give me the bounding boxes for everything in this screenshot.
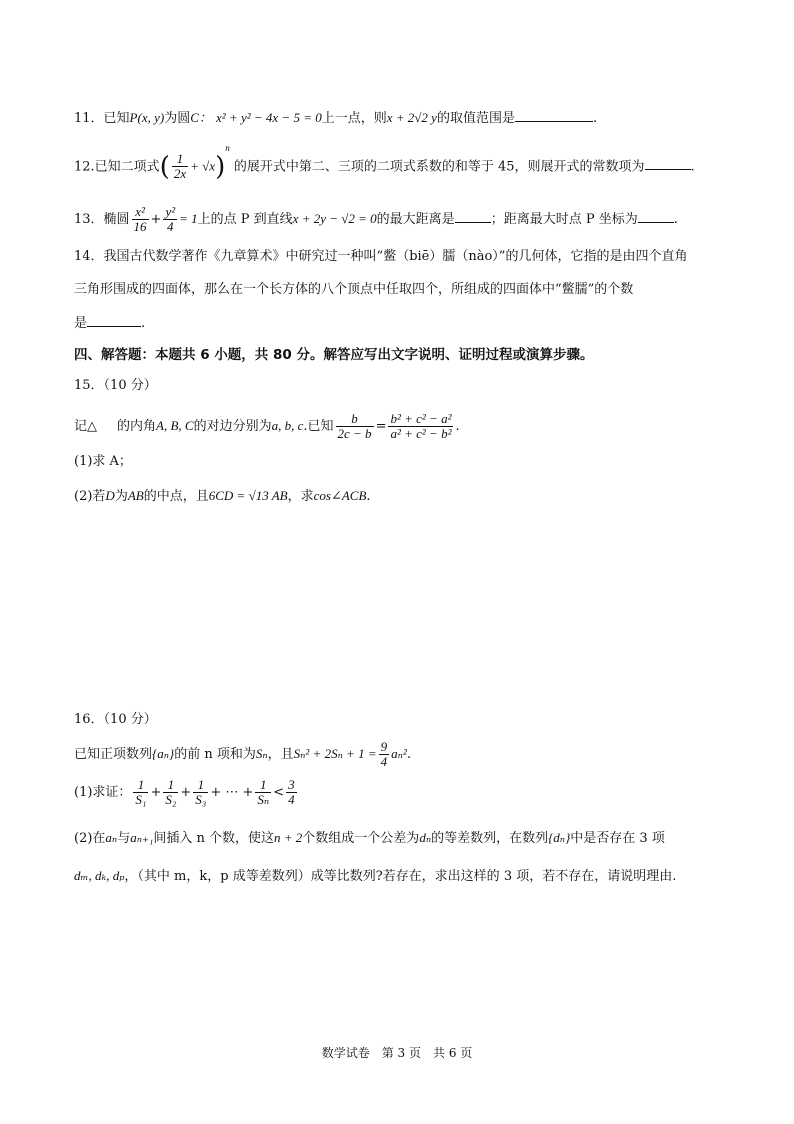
p13-line: x + 2y − √2 = 0 xyxy=(292,211,377,226)
p16-question-2-line1 xyxy=(74,828,734,849)
p16-q1-text: (1)求证： xyxy=(74,785,132,800)
p16-question-2-line2 xyxy=(74,866,734,887)
p11-label: 11．已知 xyxy=(74,111,130,126)
p13-eq: = 1 xyxy=(179,211,198,226)
p13-text3: ；距离最大时点 P 坐标为 xyxy=(490,212,638,227)
q2-text2: 为 xyxy=(114,489,128,504)
p16-sequence: {aₙ} xyxy=(152,746,175,761)
q2-text3: 的中点，且 xyxy=(143,489,209,504)
p11-circle: C： xyxy=(190,110,212,125)
q2l1-text4: 的等差数列，在数列 xyxy=(431,831,549,846)
section-heading: 四、解答题：本题共 6 小题，共 80 分。解答应写出文字说明、证明过程或演算步骤。 xyxy=(74,347,594,363)
q2l1-text: (2)在 xyxy=(74,831,106,846)
problem-11 xyxy=(74,108,734,129)
p15-text1: 记△ xyxy=(74,419,97,434)
p13-fraction-x: $\frac{\text{x²}}{16}$ xyxy=(133,204,147,234)
problem-14-line3 xyxy=(74,313,734,334)
q2l1-an1: aₙ₊₁ xyxy=(130,830,154,845)
answer-blank[interactable] xyxy=(638,209,674,223)
p11-equation: x² + y² − 4x − 5 = 0 xyxy=(216,110,322,125)
answer-blank[interactable] xyxy=(455,209,491,223)
p13-text: 上的点 P 到直线 xyxy=(197,212,293,227)
p16-statement xyxy=(74,740,734,769)
p15-statement xyxy=(74,411,734,442)
answer-blank[interactable] xyxy=(645,156,691,170)
q2-end: . xyxy=(366,489,371,504)
p16-header: 16．（10 分） xyxy=(74,712,157,727)
p11-expression: x + 2√2 y xyxy=(386,110,437,125)
answer-blank[interactable] xyxy=(515,108,593,122)
p15-header: 15．（10 分） xyxy=(74,378,157,393)
q2l1-an: aₙ xyxy=(105,830,118,845)
problem-14-line2: 三角形围成的四面体，那么在一个长方体的八个顶点中任取四个，所组成的四面体中“鳖臑”的个数 xyxy=(74,282,634,297)
p15-text3: 的对边分别为 xyxy=(193,419,272,434)
answer-blank[interactable] xyxy=(87,313,141,327)
q2-segment: AB xyxy=(127,488,144,503)
p12-exponent: n xyxy=(225,143,230,153)
right-paren: ) xyxy=(215,151,226,182)
p15-text2: 的内角 xyxy=(117,419,157,434)
q2-condition: 6CD = √13 AB xyxy=(208,488,288,503)
p14-end: . xyxy=(141,316,146,331)
p16-rhs: $\frac{3}{4}$ xyxy=(288,777,295,807)
p15-question-2 xyxy=(74,486,734,507)
p13-end: . xyxy=(673,212,678,227)
q2l2-text: ，（其中 m，k，p 成等差数列）成等比数列?若存在，求出这样的 3 项，若不存在，请说明理由. xyxy=(124,869,677,884)
p16-term-2: $\frac{1}{\text{S₂}}$ xyxy=(165,777,177,807)
p12-label: 12.已知二项式 xyxy=(74,159,160,175)
p15-eq: = xyxy=(375,419,387,434)
p12-end: . xyxy=(690,159,695,175)
q2l1-with: 与 xyxy=(117,831,131,846)
q2l1-dn: dₙ xyxy=(419,830,432,845)
p15-text4: .已知 xyxy=(303,419,334,434)
p11-text3: 的取值范围是 xyxy=(436,111,515,126)
p15-fraction-right: $\frac{\text{b² + c² − a²}}{\text{a² + c² − b²}}$ xyxy=(390,411,452,441)
p16-condition: Sₙ² + 2Sₙ + 1 = xyxy=(293,746,377,761)
p15-end: . xyxy=(455,419,460,434)
q2l1-text3: 个数组成一个公差为 xyxy=(302,831,420,846)
p15-sides: a, b, c xyxy=(271,418,304,433)
q2l2-terms: dₘ, dₖ, dₚ xyxy=(74,868,125,883)
p11-end: . xyxy=(592,111,598,126)
p13-fraction-y: $\frac{\text{y²}}{4}$ xyxy=(165,204,176,234)
q2l1-text2: 间插入 n 个数，使这 xyxy=(153,831,275,846)
p12-fraction: $\frac{1}{2x}$ xyxy=(173,151,187,182)
left-paren: ( xyxy=(159,151,170,182)
q2-point-d: D xyxy=(105,488,115,503)
p15-question-1: (1)求 A； xyxy=(74,454,132,469)
q2-text4: ，求 xyxy=(287,489,314,504)
p16-dots: + ⋯ + xyxy=(210,785,254,800)
p16-sn: Sₙ xyxy=(255,746,268,761)
problem-14-line1: 14．我国古代数学著作《九章算术》中研究过一种叫“鳖（biē）臑（nào）”的几何体，它指的是由四个直角 xyxy=(74,249,688,264)
p11-point: P(x, y) xyxy=(129,110,165,125)
p16-text3: ，且 xyxy=(267,747,294,762)
p12-plus-root: + √x xyxy=(190,158,216,174)
p12-text: 的展开式中第二、三项的二项式系数的和等于 45，则展开式的常数项为 xyxy=(233,159,645,175)
q2l1-seqd: {dₙ} xyxy=(548,830,571,845)
p16-lt: < xyxy=(273,785,285,800)
q2l1-n2: n + 2 xyxy=(274,830,303,845)
p15-angles: A, B, C xyxy=(156,418,194,433)
problem-12 xyxy=(74,143,734,182)
p16-end: . xyxy=(406,747,411,762)
p13-label: 13．椭圆 xyxy=(74,212,130,227)
q2-cos: cos∠ACB xyxy=(313,488,367,503)
p11-text: 为圆 xyxy=(164,111,191,126)
p16-text2: 的前 n 项和为 xyxy=(174,747,256,762)
p11-text2: 上一点，则 xyxy=(321,111,387,126)
p16-text1: 已知正项数列 xyxy=(74,747,153,762)
q2l1-text5: 中是否存在 3 项 xyxy=(570,831,665,846)
p14-text: 是 xyxy=(74,316,88,331)
p13-text2: 的最大距离是 xyxy=(376,212,455,227)
q2-text: (2)若 xyxy=(74,489,106,504)
p16-term-3: $\frac{1}{\text{S₃}}$ xyxy=(195,777,207,807)
p15-fraction-left: $\frac{b}{2c - b}$ xyxy=(337,411,372,441)
p16-term-n: $\frac{1}{\text{Sₙ}}$ xyxy=(257,777,270,807)
p16-fraction: $\frac{9}{4}$ xyxy=(380,739,388,769)
problem-13: 13．椭圆 $\frac{\text{x²}}{16}$ + $\frac{\text{y²}}{4}$ = 1上的点 P 到直线x + 2y − √2 = 0的最大距离是 ；距离最大时点 P 坐标为 . xyxy=(74,204,678,234)
p16-question-1: (1)求证： $\frac{1}{\text{S₁}}$ + $\frac{1}{\text{S₂}}$ + $\frac{1}{\text{S₃}}$ + ⋯ + $\frac{1}{\text{Sₙ}}$ < $\frac{3}{4}$ xyxy=(74,777,295,807)
page-footer: 数学试卷 第 3 页 共 6 页 xyxy=(321,1046,473,1060)
p16-term-1: $\frac{1}{\text{S₁}}$ xyxy=(135,777,147,807)
p16-condition-rhs: aₙ² xyxy=(391,746,407,761)
